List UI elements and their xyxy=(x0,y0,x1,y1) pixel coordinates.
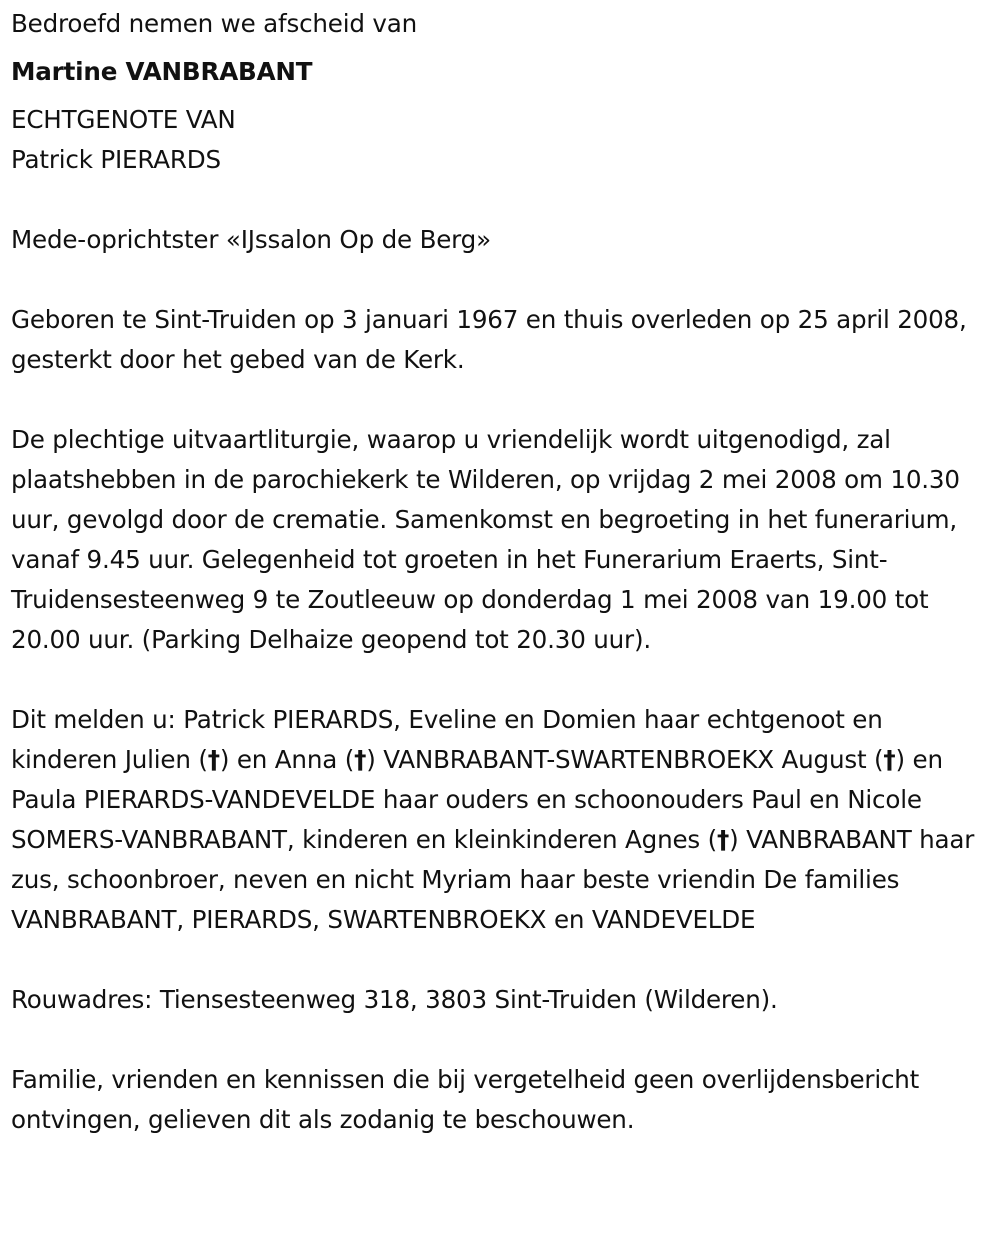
announced-by-part-1: Dit melden u: Patrick PIERARDS, Eveline en Domien haar echtgenoot en kinderen Julien ( xyxy=(11,705,883,774)
deceased-name: Martine VANBRABANT xyxy=(11,57,313,86)
ceremony-paragraph: De plechtige uitvaartliturgie, waarop u vriendelijk wordt uitgenodigd, zal plaatshebben in de parochiekerk te Wilderen, op vrijdag 2 mei 2008 om 10.30 uur, gevolgd door de crematie. Samenkomst en begroeting in het funerarium, vanaf 9.45 uur. Gelegenheid tot groeten in het Funerarium Eraerts, Sint-Truidensesteenweg 9 te Zoutleeuw op donderdag 1 mei 2008 van 19.00 tot 20.00 uur. (Parking Delhaize geopend tot 20.30 uur). xyxy=(11,425,960,654)
cross-icon: † xyxy=(207,745,220,774)
birth-death-paragraph: Geboren te Sint-Truiden op 3 januari 1967 en thuis overleden op 25 april 2008, gesterkt door het gebed van de Kerk. xyxy=(11,305,967,374)
address-text: Rouwadres: Tiensesteenweg 318, 3803 Sint-Truiden (Wilderen). xyxy=(11,985,778,1014)
announced-by-part-2: ) en Anna ( xyxy=(219,745,355,774)
cross-icon: † xyxy=(717,825,730,854)
cross-icon: † xyxy=(883,745,896,774)
death-notice xyxy=(11,4,986,1140)
role-text: Mede-oprichtster «IJssalon Op de Berg» xyxy=(11,225,491,254)
intro-text: Bedroefd nemen we afscheid van xyxy=(11,9,417,38)
announced-by-paragraph xyxy=(11,700,986,940)
cross-icon: † xyxy=(354,745,367,774)
relation-text: ECHTGENOTE VAN xyxy=(11,105,236,134)
announced-by-part-4: ) en Paula PIERARDS-VANDEVELDE haar ouders en schoonouders Paul en Nicole SOMERS-VANBRABANT, kinderen en kleinkinderen Agnes ( xyxy=(11,745,943,854)
announced-by-part-3: ) VANBRABANT-SWARTENBROEKX August ( xyxy=(366,745,884,774)
spouse-name: Patrick PIERARDS xyxy=(11,145,221,174)
announced-by-part-5: ) VANBRABANT haar zus, schoonbroer, neven en nicht Myriam haar beste vriendin De families VANBRABANT, PIERARDS, SWARTENBROEKX en VANDEVELDE xyxy=(11,825,975,934)
closing-paragraph: Familie, vrienden en kennissen die bij vergetelheid geen overlijdensbericht ontvingen, gelieven dit als zodanig te beschouwen. xyxy=(11,1065,920,1134)
